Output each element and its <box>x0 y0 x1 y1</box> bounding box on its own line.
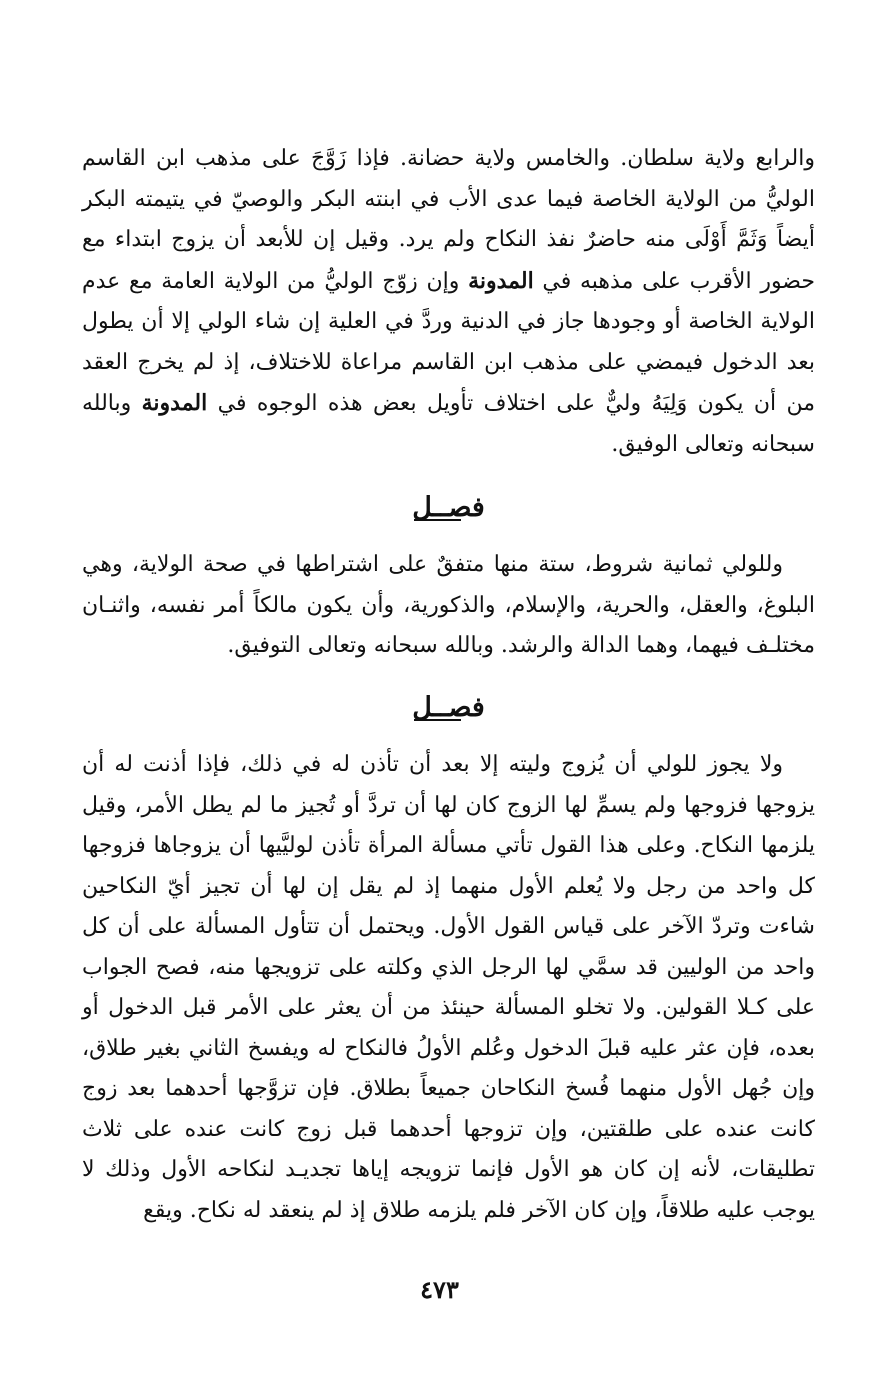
section-heading-1: فصــل <box>82 488 815 528</box>
paragraph-1 <box>82 139 815 465</box>
paragraph-2 <box>82 545 815 667</box>
paragraph-1-text: والرابع ولاية سلطان. والخامس ولاية حضانة. فإذا زَوَّجَ على مذهب ابن القاسم الوليُّ من الولاية الخاصة فيما عدى الأب في ابنته البكر والوصيّ في يتيمته البكر أيضاً وَثَمَّ أَوْلَى منه حاضرٌ نفذ النكاح ولم يرد. وقيل إن للأبعد أن يزوج ابتداء مع حضور الأقرب على مذهبه في المدونة وإن زوّج الوليُّ من الولاية العامة مع عدم الولاية الخاصة أو وجودها جاز في الدنية وردَّ في العلية إن شاء الولي إلا أن يطول بعد الدخول فيمضي على مذهب ابن القاسم مراعاة للاختلاف، إذ لم يخرج العقد من أن يكون وَلِيَهُ وليٌّ على اختلاف تأويل بعض هذه الوجوه في المدونة وبالله سبحانه وتعالى الوفيق. <box>82 146 815 457</box>
paragraph-3-text: ولا يجوز للولي أن يُزوج وليته إلا بعد أن تأذن له في ذلك، فإذا أذنت له أن يزوجها فزوجها ولم يسمِّ لها الزوج كان لها أن تردَّ أو تُجيز ما لم يطل الأمر، وقيل يلزمها النكاح. وعلى هذا القول تأتي مسألة المرأة تأذن لوليَّيها أن يزوجاها فزوجها كل واحد من رجل ولا يُعلم الأول منهما إذ لم يقل إن لها أن تجيز أيّ النكاحين شاءت وتردّ الآخر على قياس القول الأول. ويحتمل أن تتأول المسألة على أن كل واحد من الوليين قد سمَّي لها الرجل الذي وكلته على تزويجها منه، فصح الجواب على كـلا القولين. ولا تخلو المسألة حينئذ من أن يعثر على الأمر قبل الدخول أو بعده، فإن عثر عليه قبلَ الدخول وعُلم الأولُ فالنكاح له ويفسخ الثاني بغير طلاق، وإن جُهل الأول منهما فُسخ النكاحان جميعاً بطلاق. فإن تزوَّجها أحدهما بعد زوج كانت عنده على طلقتين، وإن تزوجها أحدهما قبل زوج كانت عنده على ثلاث تطليقات، لأنه إن كان هو الأول فإنما تزويجه إياها تجديـد لنكاحه الأول وذلك لا يوجب عليه طلاقاً، وإن كان الآخر فلم يلزمه طلاق إذ لم ينعقد له نكاح. ويقع <box>82 752 815 1223</box>
paragraph-3 <box>82 745 815 1231</box>
section-heading-2: فصــل <box>82 688 815 728</box>
emphasis-mudawwana: المدونة <box>141 390 208 416</box>
emphasis-mudawwana: المدونة <box>468 267 534 294</box>
paragraph-2-text: وللولي ثمانية شروط، ستة منها متفقٌ على اشتراطها في صحة الولاية، وهي البلوغ، والعقل، والحرية، والإسلام، والذكورية، وأن يكون مالكاً أمر نفسه، واثنـان مختلـف فيهما، وهما الدالة والرشد. وبالله سبحانه وتعالى التوفيق. <box>82 552 815 658</box>
page-number: ٤٧٣ <box>420 1275 459 1304</box>
